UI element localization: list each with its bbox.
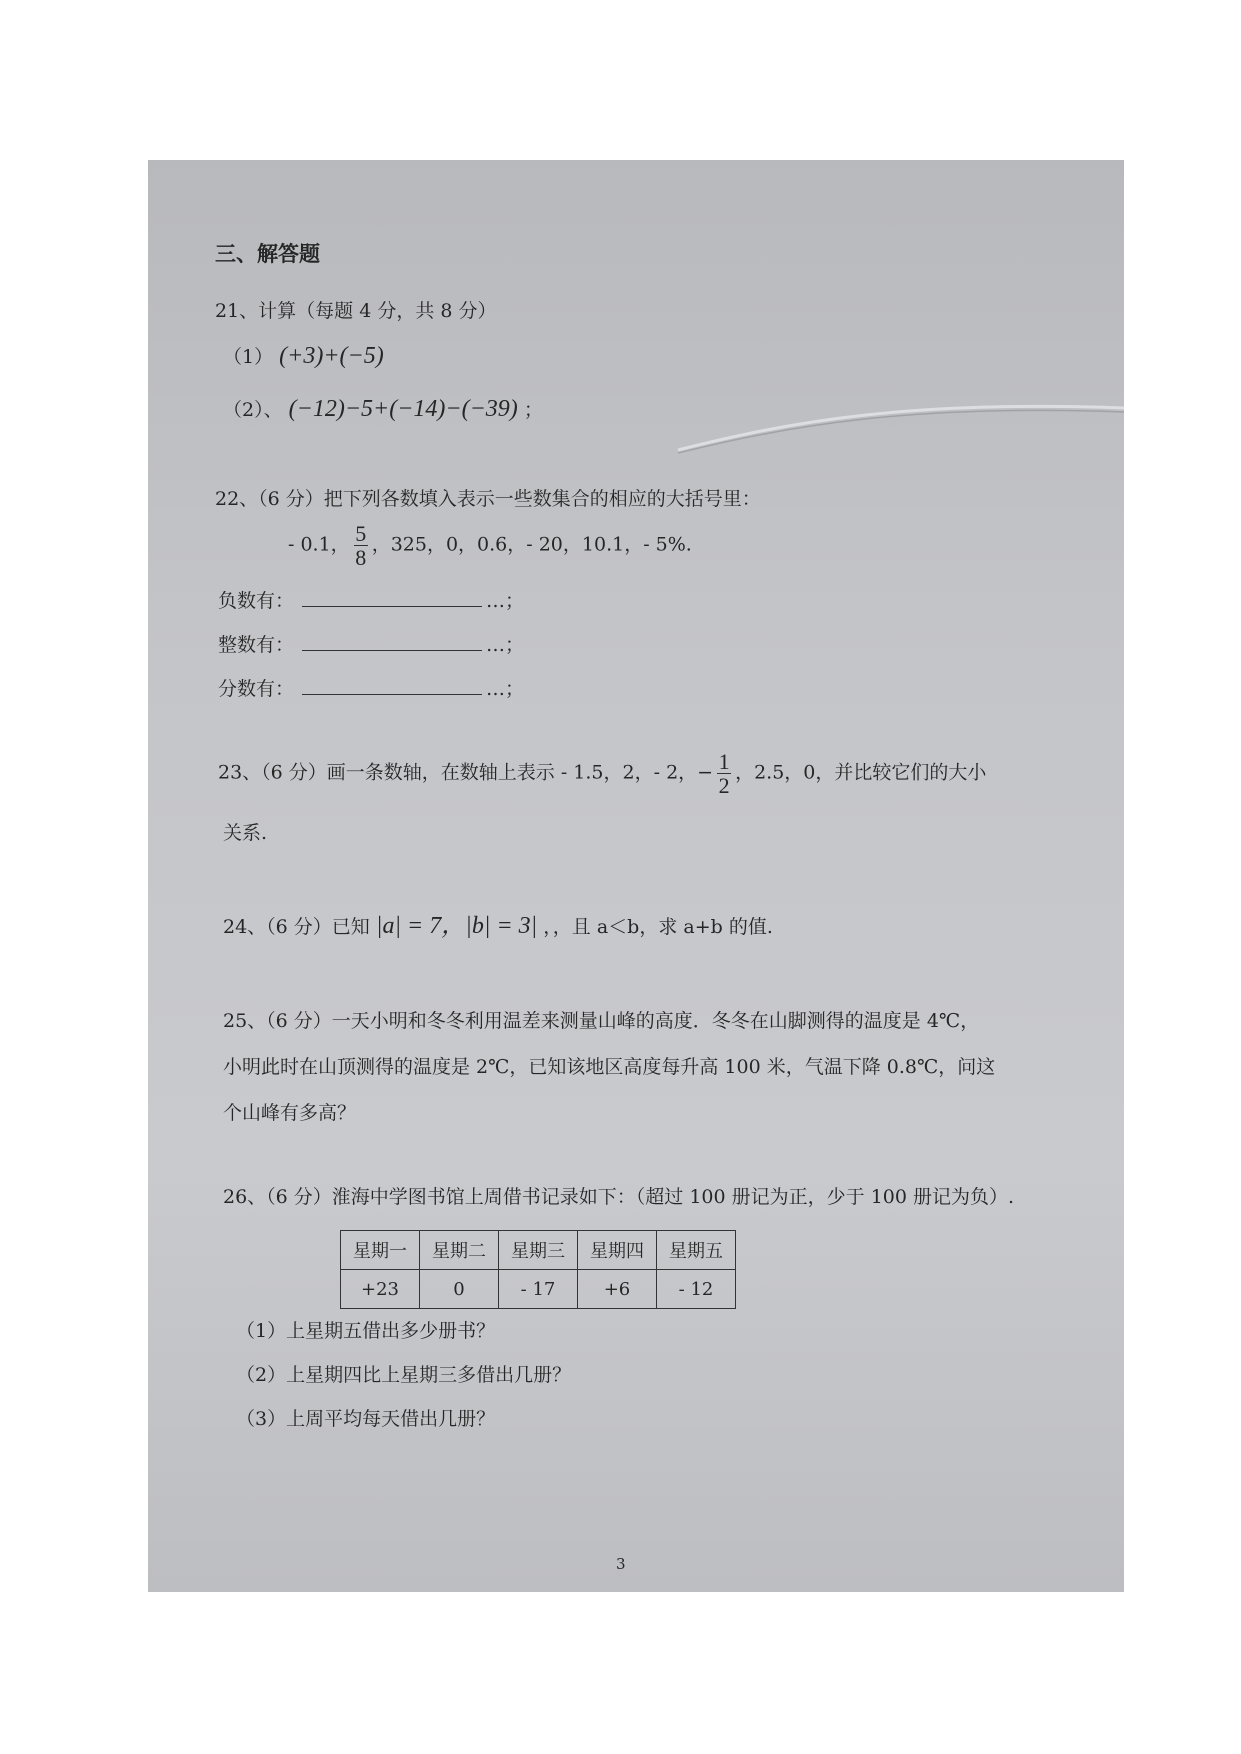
table-cell: +6: [578, 1270, 657, 1309]
q22-fraction-blank[interactable]: [302, 676, 482, 695]
q22-negative-row: [218, 588, 524, 613]
table-cell: +23: [341, 1270, 420, 1309]
exam-sheet: [148, 160, 1124, 1592]
table-header-cell: 星期四: [578, 1231, 657, 1270]
q22-integer-ellipsis: …；: [486, 634, 525, 656]
q21-part2: [223, 395, 543, 424]
table-header-cell: 星期三: [499, 1231, 578, 1270]
q22-title: 22、（6 分）把下列各数填入表示一些数集合的相应的大括号里：: [215, 488, 761, 510]
q21-part1-expression: (+3)+(−5): [279, 343, 384, 369]
q22-integer-row: [218, 632, 524, 657]
q23-line1: [218, 750, 986, 797]
section-title: 三、解答题: [215, 242, 320, 266]
q22-fraction-denominator: 8: [355, 545, 367, 571]
q24-prefix: 24、（6 分）已知: [223, 916, 370, 938]
q22-fraction-ellipsis: …；: [486, 678, 525, 700]
q21-part1: [223, 342, 384, 371]
q22-fraction: [354, 522, 368, 569]
q26-title: 26、（6 分）淮海中学图书馆上周借书记录如下：（超过 100 册记为正，少于 100 册记为负）.: [223, 1186, 1015, 1208]
table-header-cell: 星期五: [657, 1231, 736, 1270]
borrow-record-table: [340, 1230, 736, 1309]
q22-numbers: [288, 522, 692, 569]
q21-title: 21、计算（每题 4 分，共 8 分）: [215, 300, 497, 322]
q21-part2-end: ；: [523, 399, 543, 421]
q23-text-start: 23、（6 分）画一条数轴，在数轴上表示 - 1.5，2，- 2，−: [218, 761, 714, 784]
q21-part2-label: （2）、: [223, 399, 283, 421]
q26-sub2: （2）上星期四比上星期三多借出几册？: [236, 1364, 572, 1386]
q22-integer-label: 整数有：: [218, 634, 295, 656]
q21-part2-expression: (−12)−5+(−14)−(−39): [288, 396, 518, 422]
q22-integer-blank[interactable]: [302, 632, 482, 651]
table-row: [341, 1270, 736, 1309]
table-header-cell: 星期一: [341, 1231, 420, 1270]
q26-sub1: （1）上星期五借出多少册书？: [236, 1320, 496, 1342]
page-number: 3: [616, 1555, 626, 1573]
q22-fraction-row: [218, 676, 524, 701]
table-cell: - 17: [499, 1270, 578, 1309]
q24-expression: |a| = 7，|b| = 3|: [375, 913, 538, 939]
table-cell: - 12: [657, 1270, 736, 1309]
q22-numbers-end: ，325，0，0.6，- 20，10.1，- 5%.: [371, 533, 692, 556]
q23-fraction: [717, 750, 731, 797]
q25-line2: 小明此时在山顶测得的温度是 2℃，已知该地区高度每升高 100 米，气温下降 0.8℃，问这: [223, 1056, 996, 1078]
table-header-cell: 星期二: [420, 1231, 499, 1270]
q24-line: [223, 912, 773, 941]
q21-part1-label: （1）: [223, 346, 274, 368]
q23-line2: 关系.: [223, 822, 268, 844]
q23-text-end: ，2.5，0，并比较它们的大小: [735, 761, 987, 784]
q26-sub3: （3）上周平均每天借出几册？: [236, 1408, 496, 1430]
q22-fraction-label: 分数有：: [218, 678, 295, 700]
q23-fraction-denominator: 2: [718, 773, 730, 799]
q22-negative-blank[interactable]: [302, 588, 482, 607]
q22-numbers-start: - 0.1，: [288, 533, 350, 556]
q24-suffix: ，，且 a＜b，求 a+b 的值.: [543, 916, 773, 938]
table-header-row: [341, 1231, 736, 1270]
q22-negative-ellipsis: …；: [486, 590, 525, 612]
q22-fraction-numerator: 5: [355, 521, 367, 546]
q25-line3: 个山峰有多高？: [223, 1102, 357, 1124]
table-cell: 0: [420, 1270, 499, 1309]
q25-line1: 25、（6 分）一天小明和冬冬利用温差来测量山峰的高度．冬冬在山脚测得的温度是 4℃，: [223, 1010, 980, 1032]
q22-negative-label: 负数有：: [218, 590, 295, 612]
q23-fraction-numerator: 1: [718, 749, 730, 774]
